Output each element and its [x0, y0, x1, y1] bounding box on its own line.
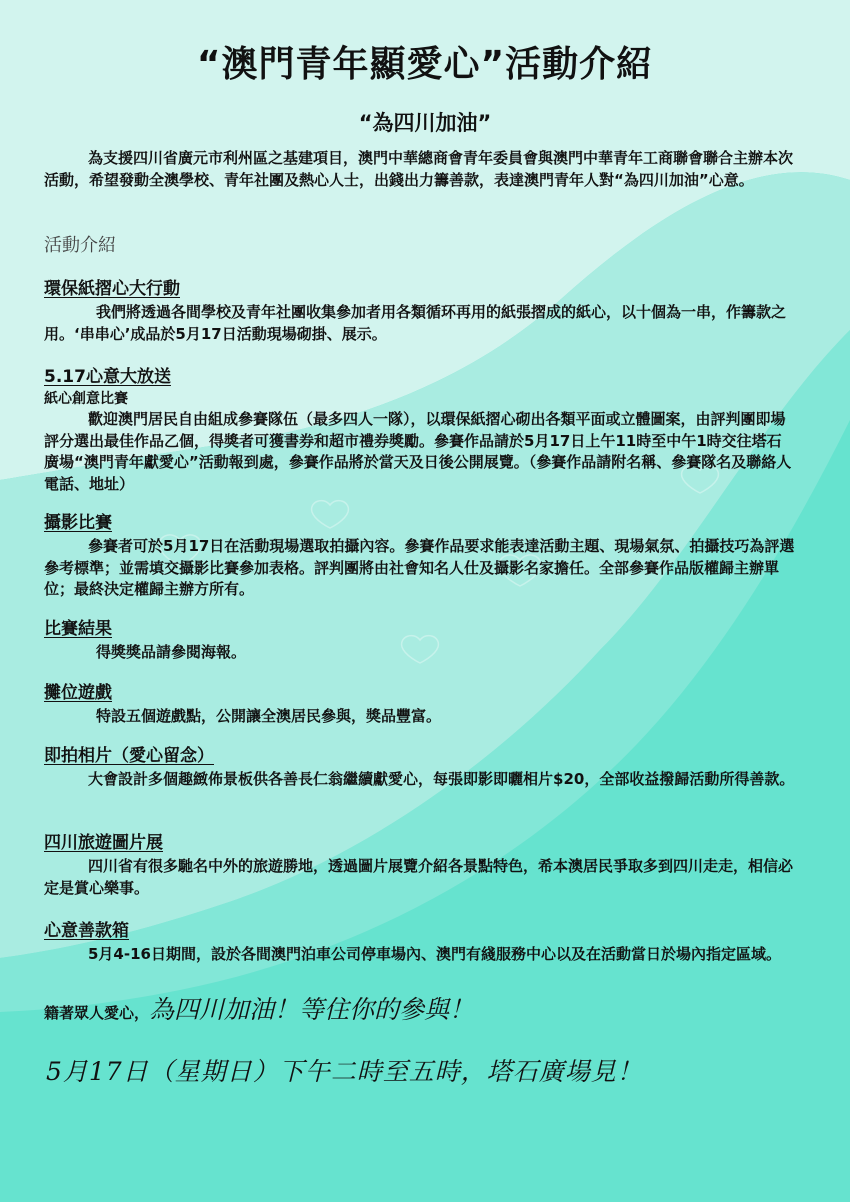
section-heading: 攤位遊戲 — [44, 683, 112, 703]
intro-block — [44, 148, 796, 191]
section-donation-box — [44, 920, 796, 966]
intro-paragraph: 為支援四川省廣元市利州區之基建項目，澳門中華總商會青年委員會與澳門中華青年工商聯會聯合主辦本次活動，希望發動全澳學校、青年社團及熱心人士，出錢出力籌善款，表達澳門青年人對“為四川加油”心意。 — [44, 149, 794, 189]
section-heading: 四川旅遊圖片展 — [44, 833, 163, 853]
section-sichuan-photo-exhibition — [44, 832, 796, 899]
section-heading: 環保紙摺心大行動 — [44, 279, 180, 299]
section-heading: 心意善款箱 — [44, 921, 129, 941]
section-body: 大會設計多個趣緻佈景板供各善長仁翁繼續獻愛心，每張即影即曬相片$20，全部收益撥歸活動所得善款。 — [88, 770, 795, 788]
section-body: 我們將透過各間學校及青年社團收集參加者用各類循环再用的紙張摺成的紙心，以十個為一串，作籌款之用。‘串串心’成品於5月17日活動現場砌掛、展示。 — [44, 303, 787, 343]
closing-prefix: 籍著眾人愛心， — [44, 1004, 150, 1022]
section-body: 歡迎澳門居民自由組成參賽隊伍（最多四人一隊），以環保紙摺心砌出各類平面或立體圖案，由評判團即場評分選出最佳作品乙個，得獎者可獲書券和超市禮券獎勵。參賽作品請於5月17日上午11時至中午1時交往塔石廣場“澳門青年獻愛心”活動報到處，參賽作品將於當天及日後公開展覽。（參賽作品請附名稱、參賽隊名及聯絡人電話、地址） — [44, 410, 792, 493]
event-date-line: 5月17日（星期日）下午二時至五時，塔石廣場見！ — [46, 1057, 643, 1086]
closing-slogan: 為四川加油！等住你的參與！ — [149, 995, 475, 1024]
section-body: 四川省有很多馳名中外的旅遊勝地，透過圖片展覽介紹各景點特色，希本澳居民爭取多到四川走走，相信必定是賞心樂事。 — [44, 857, 794, 897]
section-body: 得獎獎品請參閱海報。 — [96, 643, 247, 661]
section-heading: 比賽結果 — [44, 619, 112, 639]
section-heading: 攝影比賽 — [44, 513, 112, 533]
section-body: 特設五個遊戲點，公開讓全澳居民參與，獎品豐富。 — [96, 707, 442, 725]
section-instant-photo — [44, 745, 796, 791]
closing-line — [44, 990, 474, 1026]
section-body: 5月4-16日期間，設於各間澳門泊車公司停車場內、澳門有綫服務中心以及在活動當日於場內指定區域。 — [88, 945, 781, 963]
section-game-booths — [44, 682, 796, 728]
section-paper-hearts — [44, 278, 796, 345]
section-heading: 5.17心意大放送 — [44, 367, 171, 387]
section-517-giveaway — [44, 366, 796, 495]
section-label: 活動介紹 — [44, 235, 116, 256]
page-title: “澳門青年顯愛心”活動介紹 — [196, 44, 654, 85]
section-contest-results — [44, 618, 796, 664]
section-body: 參賽者可於5月17日在活動現場選取拍攝內容。參賽作品要求能表達活動主題、現場氣氛、拍攝技巧為評選參考標準；並需填交攝影比賽參加表格。評判團將由社會知名人仕及攝影名家擔任。全部參賽作品版權歸主辦單位；最終決定權歸主辦方所有。 — [44, 537, 795, 598]
section-subheading: 紙心創意比賽 — [44, 391, 128, 407]
page-subtitle: “為四川加油” — [358, 111, 492, 135]
section-photo-contest — [44, 512, 796, 601]
section-heading: 即拍相片（愛心留念） — [44, 746, 214, 766]
